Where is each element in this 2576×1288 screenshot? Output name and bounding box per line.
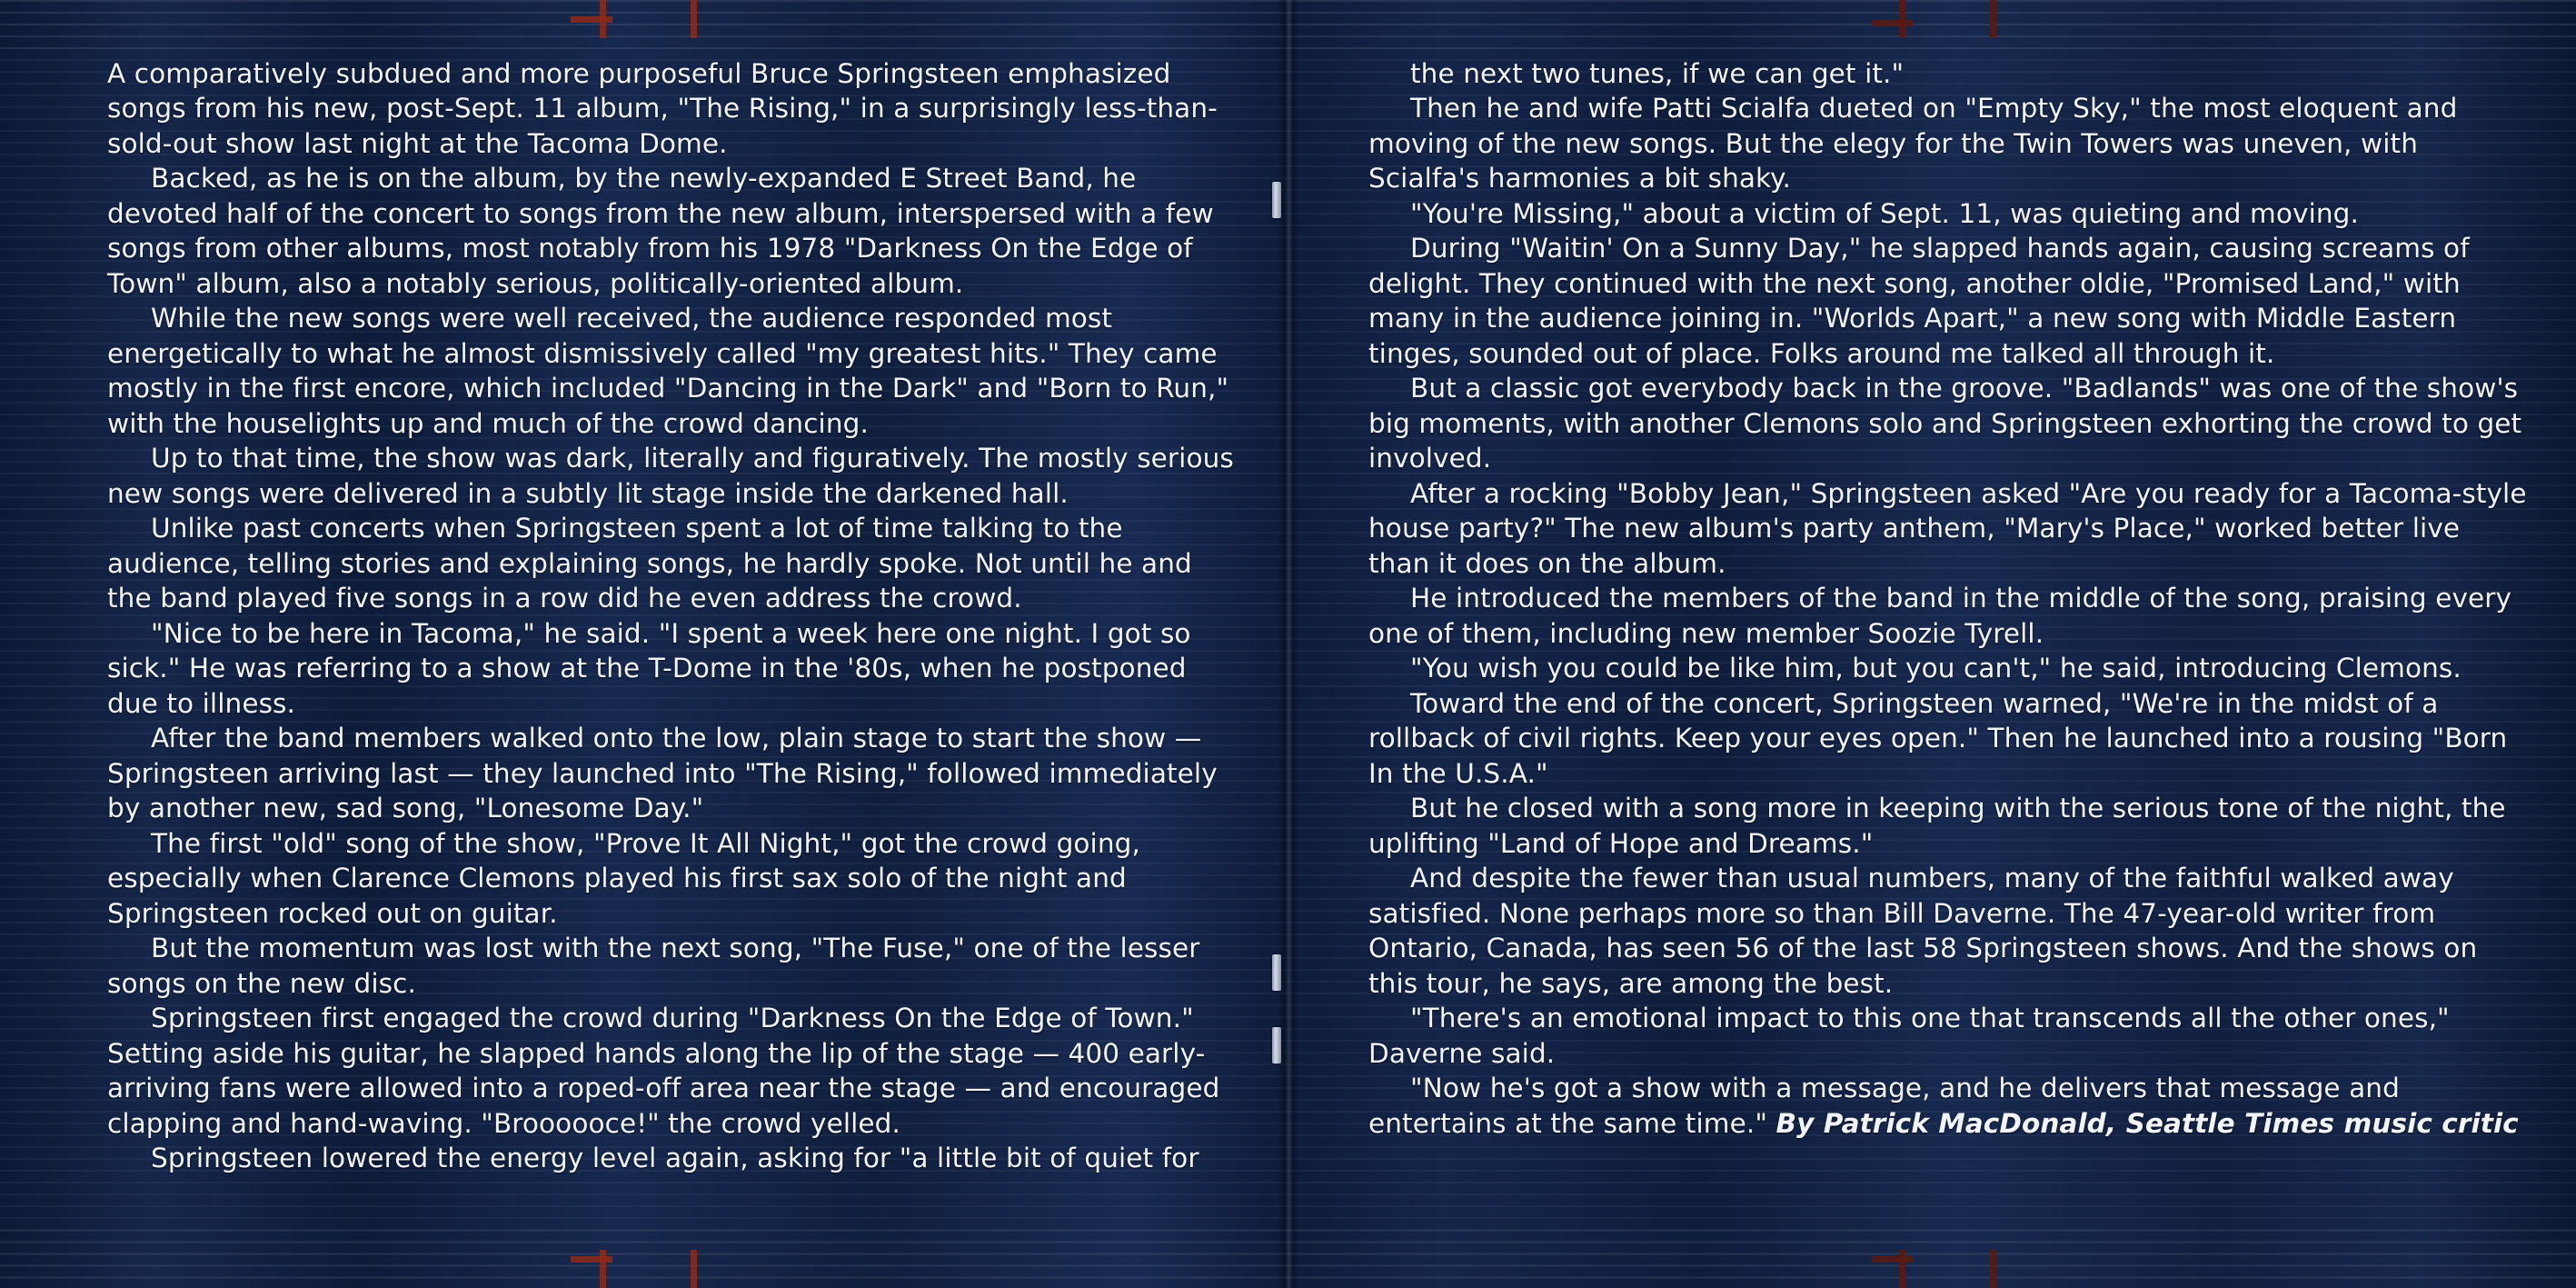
paragraph-text: "Now he's got a show with a message, and he delivers that message and entertains at the same time." <box>1368 1073 2400 1139</box>
paragraph: While the new songs were well received, the audience responded most energetically to what he almost dismissively called "my greatest hits." They came mostly in the first encore, which included "Dancing in the Dark" and "Born to Run," with the houselights up and much of the crowd dancing. <box>107 303 1229 439</box>
paragraph-with-byline <box>1368 1071 2527 1141</box>
paragraph: He introduced the members of the band in the middle of the song, praising every one of them, including new member Soozie Tyrell. <box>1368 583 2512 649</box>
staple <box>1272 1027 1281 1063</box>
paragraph: The first "old" song of the show, "Prove It All Night," got the crowd going, especially when Clarence Clemons played his first sax solo of the night and Springsteen rocked out on guitar. <box>107 827 1140 929</box>
paragraph: Springsteen first engaged the crowd during "Darkness On the Edge of Town." Setting aside his guitar, he slapped hands along the lip of the stage — 400 early-arriving fans were allowed into a roped-off area near the stage — and encouraged clapping and hand-waving. "Broooooce!" the crowd yelled. <box>107 1003 1220 1139</box>
paragraph: After the band members walked onto the low, plain stage to start the show — Springsteen arriving last — they launched into "The Rising," followed immediately by another new, sad song, "Lonesome Day." <box>107 723 1218 824</box>
paragraph: Unlike past concerts when Springsteen spent a lot of time talking to the audience, telling stories and explaining songs, he hardly spoke. Not until he and the band played five songs in a row did he even address the crowd. <box>107 513 1192 614</box>
right-column <box>1278 56 2576 1235</box>
paragraph: "Nice to be here in Tacoma," he said. "I spent a week here one night. I got so sick." He was referring to a show at the T-Dome in the '80s, when he postponed due to illness. <box>107 617 1191 719</box>
paragraph: "There's an emotional impact to this one that transcends all the other ones," Daverne said. <box>1368 1003 2450 1069</box>
paragraph: "You wish you could be like him, but you can't," he said, introducing Clemons. <box>1410 653 2462 684</box>
paragraph: Then he and wife Patti Scialfa dueted on "Empty Sky," the most eloquent and moving of the new songs. But the elegy for the Twin Towers was uneven, with Scialfa's harmonies a bit shaky. <box>1368 93 2458 195</box>
left-column <box>0 56 1278 1235</box>
article-byline: By Patrick MacDonald, Seattle Times music critic <box>1775 1107 2519 1139</box>
paragraph: But a classic got everybody back in the groove. "Badlands" was one of the show's big moments, with another Clemons solo and Springsteen exhorting the crowd to get involved. <box>1368 373 2522 474</box>
paragraph: After a rocking "Bobby Jean," Springsteen asked "Are you ready for a Tacoma-style house party?" The new album's party anthem, "Mary's Place," worked better live than it does on the album. <box>1368 477 2527 579</box>
paragraph: Backed, as he is on the album, by the newly-expanded E Street Band, he devoted half of the concert to songs from the new album, interspersed with a few songs from other albums, most notably from his 1978 "Darkness On the Edge of Town" album, also a notably serious, politically-oriented album. <box>107 163 1214 299</box>
paragraph: Toward the end of the concert, Springsteen warned, "We're in the midst of a rollback of civil rights. Keep your eyes open." Then he launched into a rousing "Born In the U.S.A." <box>1368 687 2508 789</box>
paragraph: But he closed with a song more in keeping with the serious tone of the night, the uplifting "Land of Hope and Dreams." <box>1368 793 2506 859</box>
paragraph: Up to that time, the show was dark, literally and figuratively. The mostly serious new songs were delivered in a subtly lit stage inside the darkened hall. <box>107 443 1234 509</box>
paragraph: But the momentum was lost with the next song, "The Fuse," one of the lesser songs on the new disc. <box>107 933 1200 999</box>
paragraph: A comparatively subdued and more purposeful Bruce Springsteen emphasized songs from his new, post-Sept. 11 album, "The Rising," in a surprisingly less-than-sold-out show last night at the Tacoma Dome. <box>107 58 1218 159</box>
paragraph: And despite the fewer than usual numbers, many of the faithful walked away satisfied. None perhaps more so than Bill Daverne. The 47-year-old writer from Ontario, Canada, has seen 56 of the last 58 Springsteen shows. And the shows on this tour, he says, are among the best. <box>1368 863 2478 999</box>
paragraph: the next two tunes, if we can get it." <box>1410 58 1905 89</box>
paragraph: During "Waitin' On a Sunny Day," he slapped hands again, causing screams of delight. They continued with the next song, another oldie, "Promised Land," with many in the audience joining in. "Worlds Apart," a new song with Middle Eastern tinges, sounded out of place. Folks around me talked all through it. <box>1368 233 2470 369</box>
staple <box>1272 182 1281 218</box>
paragraph: "You're Missing," about a victim of Sept. 11, was quieting and moving. <box>1410 197 2359 229</box>
staple <box>1272 954 1281 991</box>
paragraph: Springsteen lowered the energy level again, asking for "a little bit of quiet for <box>151 1143 1199 1174</box>
